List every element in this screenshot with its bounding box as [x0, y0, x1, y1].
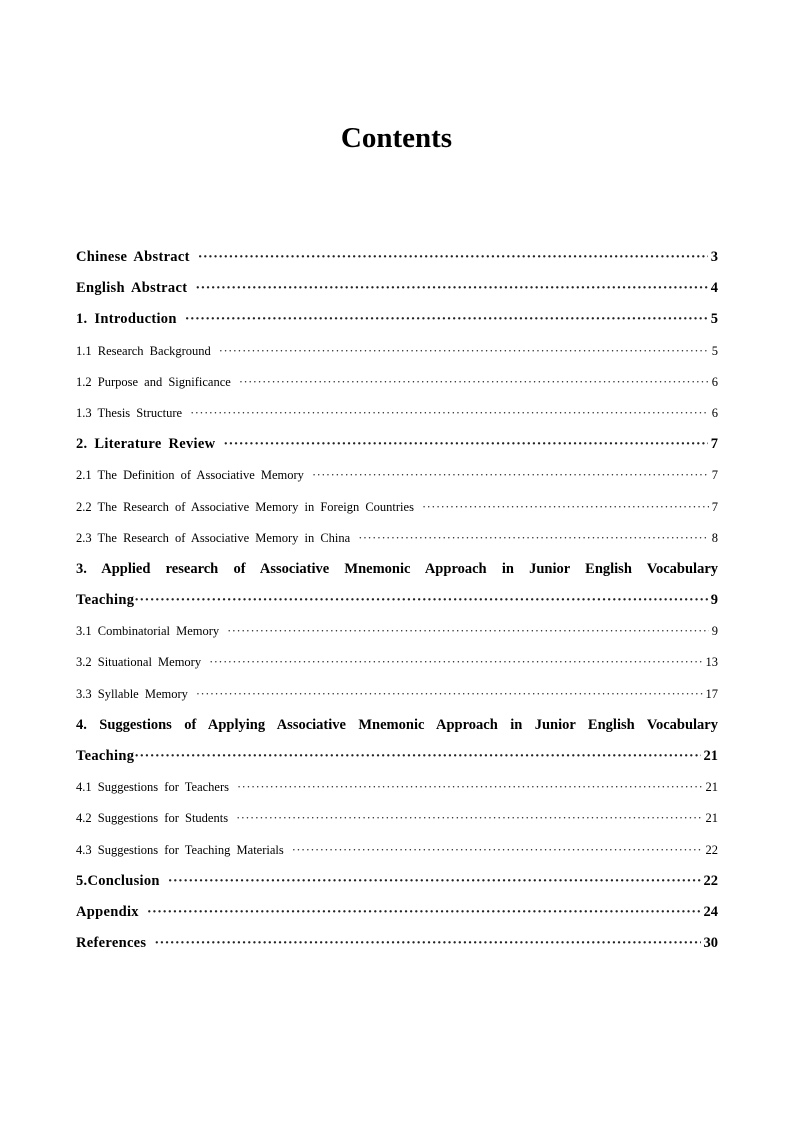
toc-entry-section[interactable] — [76, 679, 718, 710]
toc-leader-dots — [185, 304, 708, 335]
toc-entry-section[interactable] — [76, 460, 718, 491]
toc-entry-title: 4.2 Suggestions for Students — [76, 811, 229, 826]
toc-entry-title: 1. Introduction — [76, 311, 177, 328]
toc-leader-dots — [190, 398, 709, 429]
toc-page-number: 7 — [711, 499, 718, 514]
toc-entry-chapter[interactable] — [76, 928, 718, 959]
toc-entry-chapter[interactable] — [76, 242, 718, 273]
toc-page-number: 3 — [710, 249, 718, 265]
toc-entry-continuation[interactable] — [76, 585, 718, 616]
toc-leader-dots — [422, 492, 709, 523]
toc-entry-title: 3.2 Situational Memory — [76, 655, 202, 670]
toc-entry-section[interactable] — [76, 616, 718, 647]
toc-entry-continuation[interactable] — [76, 741, 718, 772]
toc-entry-title: 1.3 Thesis Structure — [76, 405, 183, 420]
toc-entry-title: Chinese Abstract — [76, 249, 190, 265]
toc-entry-chapter[interactable] — [76, 429, 718, 460]
toc-page-number: 6 — [711, 405, 718, 420]
toc-leader-dots — [227, 616, 709, 647]
toc-page-number: 4 — [710, 280, 718, 297]
toc-page-number: 6 — [711, 374, 718, 389]
toc-entry-chapter[interactable] — [76, 866, 718, 897]
toc-page-number: 22 — [705, 842, 718, 857]
toc-entry-section[interactable] — [76, 492, 718, 523]
toc-page-number: 21 — [705, 780, 718, 795]
toc-leader-dots — [198, 242, 708, 273]
toc-leader-dots — [223, 429, 707, 460]
toc-page-number: 17 — [705, 686, 718, 701]
toc-entry-title: 3.3 Syllable Memory — [76, 686, 188, 701]
toc-entry-title: 4.1 Suggestions for Teachers — [76, 780, 230, 795]
toc-entry-title: 2. Literature Review — [76, 436, 216, 453]
toc-entry-title: Teaching — [76, 592, 135, 609]
toc-entry-title: 1.1 Research Background — [76, 343, 211, 358]
toc-page-number: 7 — [711, 468, 718, 483]
toc-entry-section[interactable] — [76, 772, 718, 803]
toc-entry-section[interactable] — [76, 336, 718, 367]
toc-leader-dots — [312, 460, 709, 491]
page-title: Contents — [340, 122, 453, 154]
toc-page-number: 5 — [711, 343, 718, 358]
toc-entry-title: 2.1 The Definition of Associative Memory — [76, 468, 304, 483]
toc-page-number: 21 — [703, 748, 718, 764]
toc-leader-dots — [196, 679, 703, 710]
toc-leader-dots — [236, 803, 702, 834]
toc-entry-title: References — [76, 935, 147, 952]
toc-entry-section[interactable] — [76, 835, 718, 866]
toc-entry-section[interactable] — [76, 367, 718, 398]
toc-leader-dots — [209, 647, 702, 678]
toc-leader-dots — [358, 523, 709, 554]
toc-entry-section[interactable] — [76, 647, 718, 678]
toc-page-number: 9 — [711, 624, 718, 639]
toc-page-number: 9 — [710, 592, 718, 609]
toc-page-number: 22 — [703, 872, 718, 889]
toc-page-number: 24 — [703, 903, 718, 920]
toc-entry-heading[interactable]: 4. Suggestions of Applying Associative Mnemonic Approach in Junior English Vocabulary — [76, 716, 718, 733]
toc-leader-dots — [195, 273, 707, 304]
toc-entry-title: 5.Conclusion — [76, 872, 160, 889]
toc-entry-section[interactable] — [76, 398, 718, 429]
toc-leader-dots — [219, 336, 709, 367]
toc-leader-dots — [134, 741, 700, 772]
toc-entry-title: English Abstract — [76, 280, 188, 297]
toc-entry-chapter[interactable] — [76, 273, 718, 304]
toc-entry-title: 1.2 Purpose and Significance — [76, 374, 231, 389]
toc-entry-title: 4.3 Suggestions for Teaching Materials — [76, 842, 284, 857]
toc-entry-title: Teaching — [76, 748, 135, 764]
toc-leader-dots — [154, 928, 700, 959]
toc-entry-title: Appendix — [76, 903, 139, 920]
toc-page-number: 7 — [710, 436, 718, 453]
toc-leader-dots — [292, 835, 703, 866]
toc-page-number: 5 — [710, 311, 718, 328]
toc-list — [76, 242, 718, 959]
toc-leader-dots — [134, 585, 707, 616]
toc-page-number: 21 — [705, 811, 718, 826]
toc-entry-heading[interactable]: 3. Applied research of Associative Mnemonic Approach in Junior English Vocabulary — [76, 560, 718, 577]
toc-entry-title: 3.1 Combinatorial Memory — [76, 624, 220, 639]
toc-leader-dots — [237, 772, 702, 803]
toc-page-number: 13 — [705, 655, 718, 670]
toc-leader-dots — [168, 866, 701, 897]
toc-entry-section[interactable] — [76, 523, 718, 554]
table-of-contents — [76, 242, 718, 959]
toc-page-number: 8 — [711, 530, 718, 545]
toc-entry-chapter[interactable] — [76, 897, 718, 928]
toc-leader-dots — [239, 367, 709, 398]
toc-entry-title: 2.2 The Research of Associative Memory in Foreign Countries — [76, 499, 414, 514]
toc-entry-section[interactable] — [76, 803, 718, 834]
toc-entry-chapter[interactable] — [76, 304, 718, 335]
toc-entry-title: 2.3 The Research of Associative Memory in China — [76, 530, 351, 545]
toc-leader-dots — [147, 897, 701, 928]
toc-page-number: 30 — [703, 935, 718, 952]
